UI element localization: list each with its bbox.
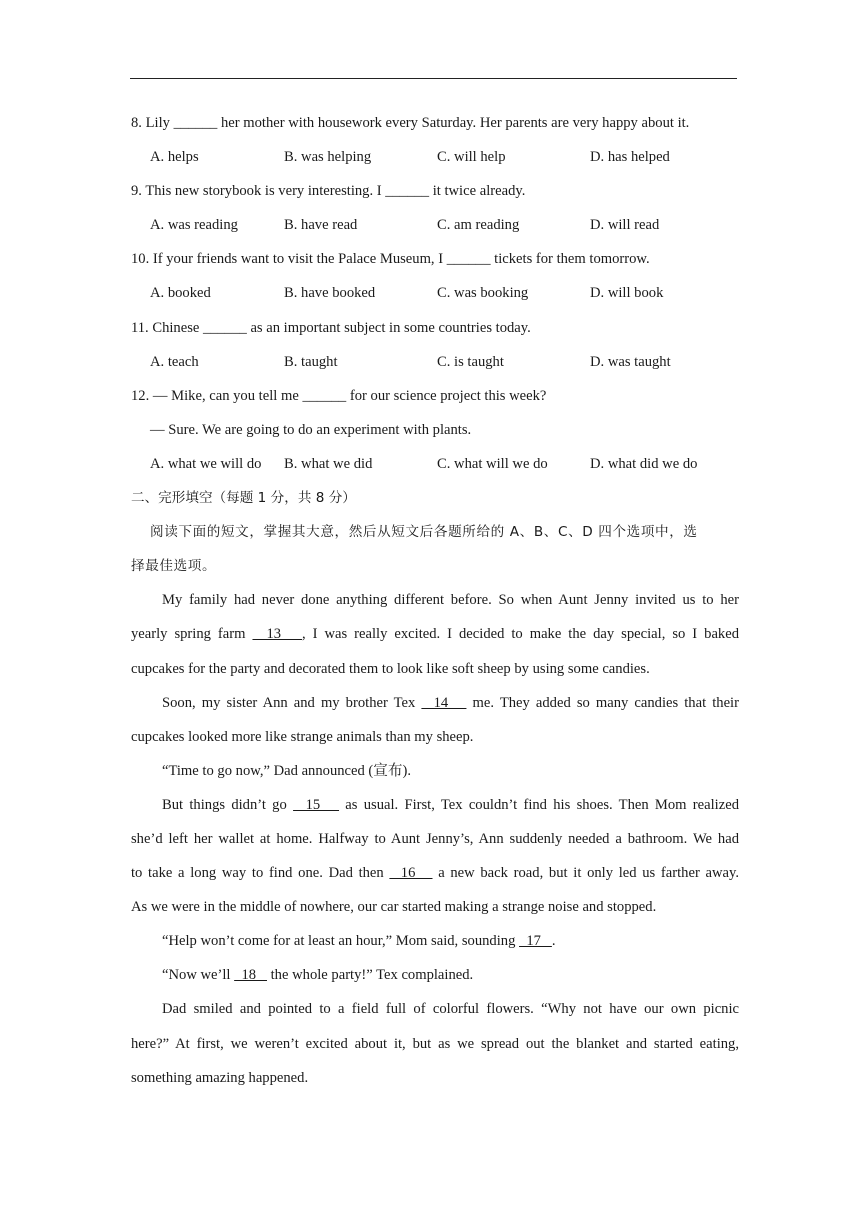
section-instructions-line-1: 阅读下面的短文，掌握其大意，然后从短文后各题所给的 A、B、C、D 四个选项中，选 bbox=[150, 524, 698, 541]
option-b: B. was helping bbox=[284, 149, 372, 166]
option-c: C. am reading bbox=[437, 217, 520, 234]
question-12-reply: — Sure. We are going to do an experiment with plants. bbox=[150, 421, 472, 438]
question-12-stem: 12. — Mike, can you tell me ______ for our science project this week? bbox=[131, 387, 547, 404]
option-b: B. have booked bbox=[284, 285, 376, 302]
passage-line: cupcakes looked more like strange animals than my sheep. bbox=[131, 728, 474, 745]
question-12-options bbox=[131, 450, 739, 484]
option-a: A. booked bbox=[150, 285, 211, 302]
option-a: A. helps bbox=[150, 149, 199, 166]
option-c: C. is taught bbox=[437, 353, 504, 370]
passage-line: “Now we’ll 18 the whole party!” Tex complained. bbox=[162, 967, 474, 984]
passage-line: Soon, my sister Ann and my brother Tex 14 me. They added so many candies that their bbox=[162, 694, 739, 711]
page-content bbox=[131, 109, 739, 1098]
passage-line: here?” At first, we weren’t excited about it, but as we spread out the blanket and started eating, bbox=[131, 1035, 739, 1052]
passage-line: she’d left her wallet at home. Halfway to Aunt Jenny’s, Ann suddenly needed a bathroom. We had bbox=[131, 830, 739, 847]
question-9-options bbox=[131, 211, 739, 245]
option-b: B. taught bbox=[284, 353, 338, 370]
passage-line: cupcakes for the party and decorated them to look like soft sheep by using some candies. bbox=[131, 660, 650, 677]
passage-line: As we were in the middle of nowhere, our car started making a strange noise and stopped. bbox=[131, 899, 657, 916]
option-d: D. will read bbox=[590, 217, 660, 234]
option-a: A. was reading bbox=[150, 217, 238, 234]
question-10-options bbox=[131, 279, 739, 313]
passage-line: something amazing happened. bbox=[131, 1069, 309, 1086]
option-d: D. was taught bbox=[590, 353, 671, 370]
blank-16: 16 bbox=[389, 865, 433, 882]
option-a: A. what we will do bbox=[150, 455, 262, 472]
passage-line: But things didn’t go 15 as usual. First, Tex couldn’t find his shoes. Then Mom realized bbox=[162, 796, 739, 813]
question-11-options bbox=[131, 348, 739, 382]
blank-18: 18 bbox=[234, 967, 267, 984]
section-heading: 二、完形填空（每题 1 分，共 8 分） bbox=[131, 490, 356, 507]
option-a: A. teach bbox=[150, 353, 199, 370]
option-d: D. will book bbox=[590, 285, 664, 302]
passage-line: yearly spring farm 13 , I was really excited. I decided to make the day special, so I baked bbox=[131, 626, 739, 643]
option-b: B. what we did bbox=[284, 455, 373, 472]
option-c: C. will help bbox=[437, 149, 506, 166]
passage-line: “Time to go now,” Dad announced (宣布). bbox=[162, 762, 411, 779]
option-d: D. what did we do bbox=[590, 455, 698, 472]
passage-line: My family had never done anything different before. So when Aunt Jenny invited us to her bbox=[162, 592, 739, 609]
header-rule bbox=[130, 78, 737, 79]
option-b: B. have read bbox=[284, 217, 358, 234]
blank-17: 17 bbox=[519, 933, 552, 950]
passage-line: “Help won’t come for at least an hour,” Mom said, sounding 17 . bbox=[162, 933, 556, 950]
passage-line: Dad smiled and pointed to a field full of colorful flowers. “Why not have our own picnic bbox=[162, 1001, 739, 1018]
blank-13: 13 bbox=[252, 626, 303, 643]
section-instructions-line-2: 择最佳选项。 bbox=[131, 558, 217, 575]
question-8-stem: 8. Lily ______ her mother with housework every Saturday. Her parents are very happy about it. bbox=[131, 115, 690, 131]
blank-14: 14 bbox=[421, 694, 467, 711]
option-c: C. what will we do bbox=[437, 455, 548, 472]
blank-15: 15 bbox=[293, 796, 340, 813]
passage-line: to take a long way to find one. Dad then 16 a new back road, but it only led us farther away. bbox=[131, 865, 739, 882]
question-8-options bbox=[131, 143, 739, 177]
option-d: D. has helped bbox=[590, 149, 670, 166]
question-9-stem: 9. This new storybook is very interesting. I ______ it twice already. bbox=[131, 183, 526, 200]
option-c: C. was booking bbox=[437, 285, 529, 302]
question-10-stem: 10. If your friends want to visit the Palace Museum, I ______ tickets for them tomorrow. bbox=[131, 251, 650, 268]
question-11-stem: 11. Chinese ______ as an important subject in some countries today. bbox=[131, 319, 531, 336]
